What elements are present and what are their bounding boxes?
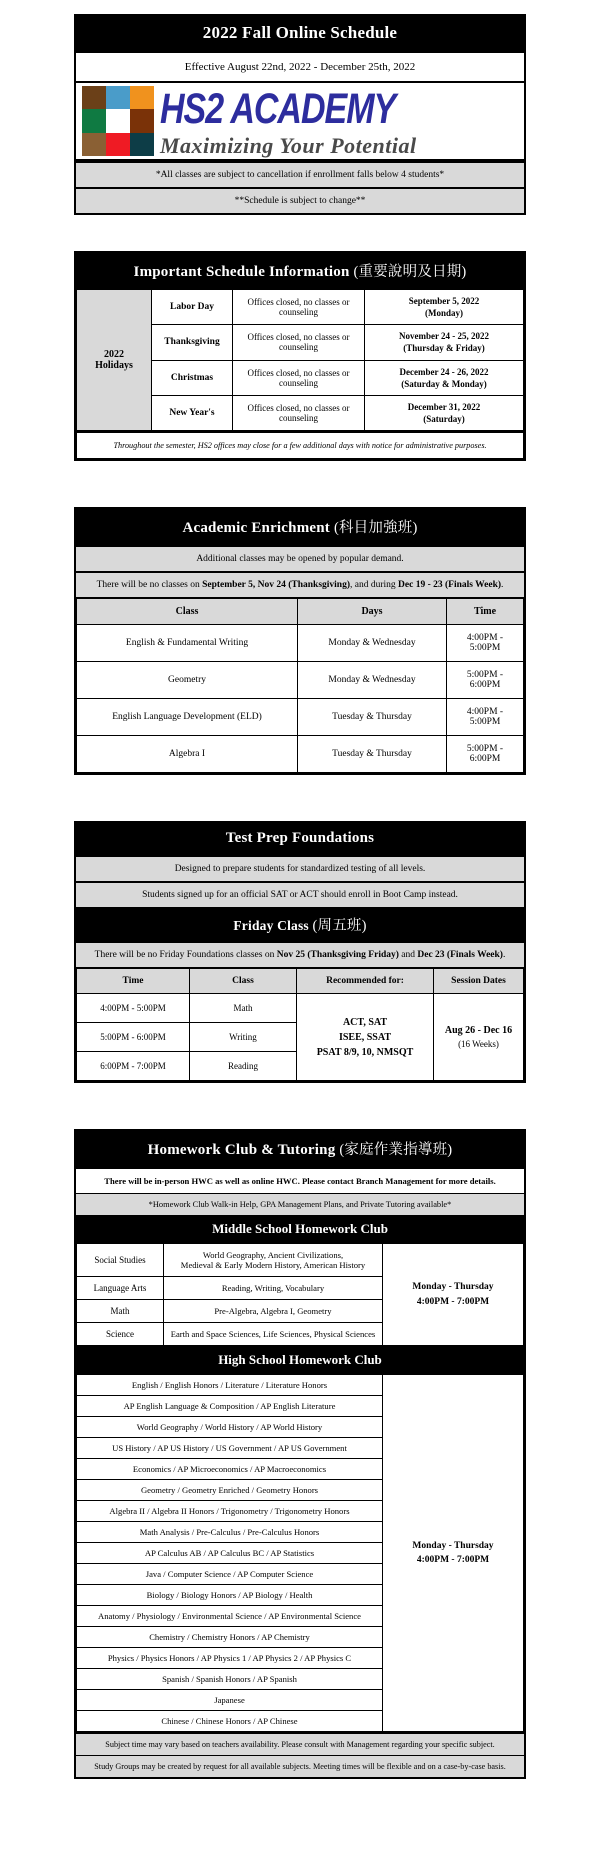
column-header-time: Time [77,968,190,994]
important-schedule-title-en: Important Schedule Information [133,264,350,280]
logo-tagline: Maximizing Your Potential [160,132,417,158]
holiday-date: December 24 - 26, 2022 (Saturday & Monday) [365,360,524,395]
holidays-table [76,289,524,431]
enrichment-time: 5:00PM - 6:00PM [447,662,524,699]
ms-subject: Language Arts [77,1277,164,1300]
friday-time: 4:00PM - 5:00PM [77,994,190,1023]
hs-subject: Spanish / Spanish Honors / AP Spanish [77,1669,383,1690]
high-school-section-title: High School Homework Club [76,1346,524,1374]
ms-detail: World Geography, Ancient Civilizations, Medieval & Early Modern History, American History [164,1244,383,1277]
enrichment-class: Geometry [77,662,298,699]
column-header-session-dates: Session Dates [434,968,524,994]
holidays-footnote: Throughout the semester, HS2 offices may close for a few additional days with notice for administrative purposes. [76,431,524,459]
enrichment-days: Tuesday & Thursday [298,736,447,773]
holiday-date: December 31, 2022 (Saturday) [365,395,524,430]
column-header-recommended: Recommended for: [297,968,434,994]
ms-subject: Social Studies [77,1244,164,1277]
hs-subject: English / English Honors / Literature / Literature Honors [77,1375,383,1396]
hs-subject: US History / AP US History / US Government / AP US Government [77,1438,383,1459]
header-block [74,14,526,215]
hs-subject: World Geography / World History / AP World History [77,1417,383,1438]
holidays-year-label: 2022 Holidays [77,290,152,431]
ms-detail: Pre-Algebra, Algebra I, Geometry [164,1300,383,1323]
table-row [77,662,524,699]
ms-detail: Reading, Writing, Vocabulary [164,1277,383,1300]
homework-club-title-en: Homework Club & Tutoring [147,1142,336,1159]
friday-time: 5:00PM - 6:00PM [77,1023,190,1052]
friday-class-table [76,967,524,1081]
hs-subject: Chinese / Chinese Honors / AP Chinese [77,1711,383,1732]
friday-class: Writing [190,1023,297,1052]
holiday-desc: Offices closed, no classes or counseling [233,360,365,395]
column-header-days: Days [298,598,447,625]
hs-subject: Biology / Biology Honors / AP Biology / Health [77,1585,383,1606]
enrichment-note-no-classes: There will be no classes on September 5, Nov 24 (Thanksgiving), and during Dec 19 - 23 (Finals Week). [76,571,524,597]
holiday-name: Thanksgiving [152,325,233,360]
table-header-row [77,968,524,994]
logo-wordmark: HS2 ACADEMY [160,85,396,133]
hs-schedule: Monday - Thursday 4:00PM - 7:00PM [383,1375,524,1732]
table-row [77,736,524,773]
homework-club-title [76,1131,524,1167]
enrichment-days: Monday & Wednesday [298,662,447,699]
test-prep-note-designed: Designed to prepare students for standardized testing of all levels. [76,855,524,881]
important-schedule-title-cjk: (重要說明及日期) [353,264,467,280]
hs-subject: Chemistry / Chemistry Honors / AP Chemistry [77,1627,383,1648]
table-row [77,290,524,325]
hs-subject: Japanese [77,1690,383,1711]
table-row [77,1375,524,1396]
friday-session-dates: Aug 26 - Dec 16 (16 Weeks) [434,994,524,1081]
ms-schedule: Monday - Thursday 4:00PM - 7:00PM [383,1244,524,1346]
enrichment-time: 4:00PM - 5:00PM [447,625,524,662]
holiday-name: Christmas [152,360,233,395]
friday-class-title-cjk: (周五班) [312,918,367,935]
test-prep-title: Test Prep Foundations [76,823,524,855]
table-row [77,994,524,1023]
friday-time: 6:00PM - 7:00PM [77,1052,190,1081]
holiday-date: November 24 - 25, 2022 (Thursday & Friday) [365,325,524,360]
enrichment-class: English & Fundamental Writing [77,625,298,662]
middle-school-table [76,1243,524,1346]
enrichment-time: 4:00PM - 5:00PM [447,699,524,736]
friday-class-title-en: Friday Class [233,918,309,934]
hs-subject: AP English Language & Composition / AP English Literature [77,1396,383,1417]
table-row [77,1244,524,1277]
hs-subject: Anatomy / Physiology / Environmental Science / AP Environmental Science [77,1606,383,1627]
enrichment-days: Monday & Wednesday [298,625,447,662]
hs-subject: Geometry / Geometry Enriched / Geometry Honors [77,1480,383,1501]
hs-subject: Math Analysis / Pre-Calculus / Pre-Calculus Honors [77,1522,383,1543]
ms-detail: Earth and Space Sciences, Life Sciences, Physical Sciences [164,1323,383,1346]
logo-banner [76,81,524,161]
test-prep-note-bootcamp: Students signed up for an official SAT or ACT should enroll in Boot Camp instead. [76,881,524,907]
homework-footnote-subject-time: Subject time may vary based on teachers availability. Please consult with Management regarding your specific subject. [76,1732,524,1755]
table-row [77,625,524,662]
enrichment-class: Algebra I [77,736,298,773]
enrichment-days: Tuesday & Thursday [298,699,447,736]
important-schedule-title [76,253,524,289]
logo-color-swatch [82,86,154,156]
holiday-desc: Offices closed, no classes or counseling [233,325,365,360]
column-header-class: Class [190,968,297,994]
holiday-date: September 5, 2022 (Monday) [365,290,524,325]
enrichment-table [76,597,524,773]
hs-subject: AP Calculus AB / AP Calculus BC / AP Statistics [77,1543,383,1564]
friday-class-title [76,907,524,941]
table-row [77,699,524,736]
enrichment-class: English Language Development (ELD) [77,699,298,736]
friday-class: Reading [190,1052,297,1081]
friday-recommended-for: ACT, SAT ISEE, SSAT PSAT 8/9, 10, NMSQT [297,994,434,1081]
hs-subject: Algebra II / Algebra II Honors / Trigonometry / Trigonometry Honors [77,1501,383,1522]
holiday-name: Labor Day [152,290,233,325]
hs-subject: Economics / AP Microeconomics / AP Macroeconomics [77,1459,383,1480]
column-header-time: Time [447,598,524,625]
column-header-class: Class [77,598,298,625]
enrichment-note-popular-demand: Additional classes may be opened by popular demand. [76,545,524,571]
high-school-table [76,1374,524,1732]
hs-subject: Java / Computer Science / AP Computer Science [77,1564,383,1585]
middle-school-section-title: Middle School Homework Club [76,1215,524,1243]
homework-club-block [74,1129,526,1779]
ms-subject: Science [77,1323,164,1346]
academic-enrichment-title-en: Academic Enrichment [182,520,330,537]
enrichment-time: 5:00PM - 6:00PM [447,736,524,773]
friday-class: Math [190,994,297,1023]
effective-dates: Effective August 22nd, 2022 - December 25th, 2022 [76,51,524,81]
homework-footnote-study-groups: Study Groups may be created by request for all available subjects. Meeting times will be flexible and on a case-by-case basis. [76,1755,524,1777]
academic-enrichment-title-cjk: (科目加強班) [333,520,418,537]
friday-no-class-note: There will be no Friday Foundations classes on Nov 25 (Thanksgiving Friday) and Dec 23 (Finals Week). [76,941,524,967]
ms-subject: Math [77,1300,164,1323]
homework-club-services-note: *Homework Club Walk-in Help, GPA Management Plans, and Private Tutoring available* [76,1193,524,1215]
page-title: 2022 Fall Online Schedule [76,16,524,51]
homework-club-title-cjk: (家庭作業指導班) [339,1142,453,1159]
holiday-name: New Year's [152,395,233,430]
test-prep-block [74,821,526,1083]
hs-subject: Physics / Physics Honors / AP Physics 1 / AP Physics 2 / AP Physics C [77,1648,383,1669]
important-schedule-block [74,251,526,461]
holiday-desc: Offices closed, no classes or counseling [233,290,365,325]
table-header-row [77,598,524,625]
academic-enrichment-title [76,509,524,545]
holiday-desc: Offices closed, no classes or counseling [233,395,365,430]
cancellation-note: *All classes are subject to cancellation if enrollment falls below 4 students* [76,161,524,187]
homework-club-lede: There will be in-person HWC as well as online HWC. Please contact Branch Management for more details. [76,1167,524,1193]
academic-enrichment-block [74,507,526,775]
schedule-change-note: **Schedule is subject to change** [76,187,524,213]
